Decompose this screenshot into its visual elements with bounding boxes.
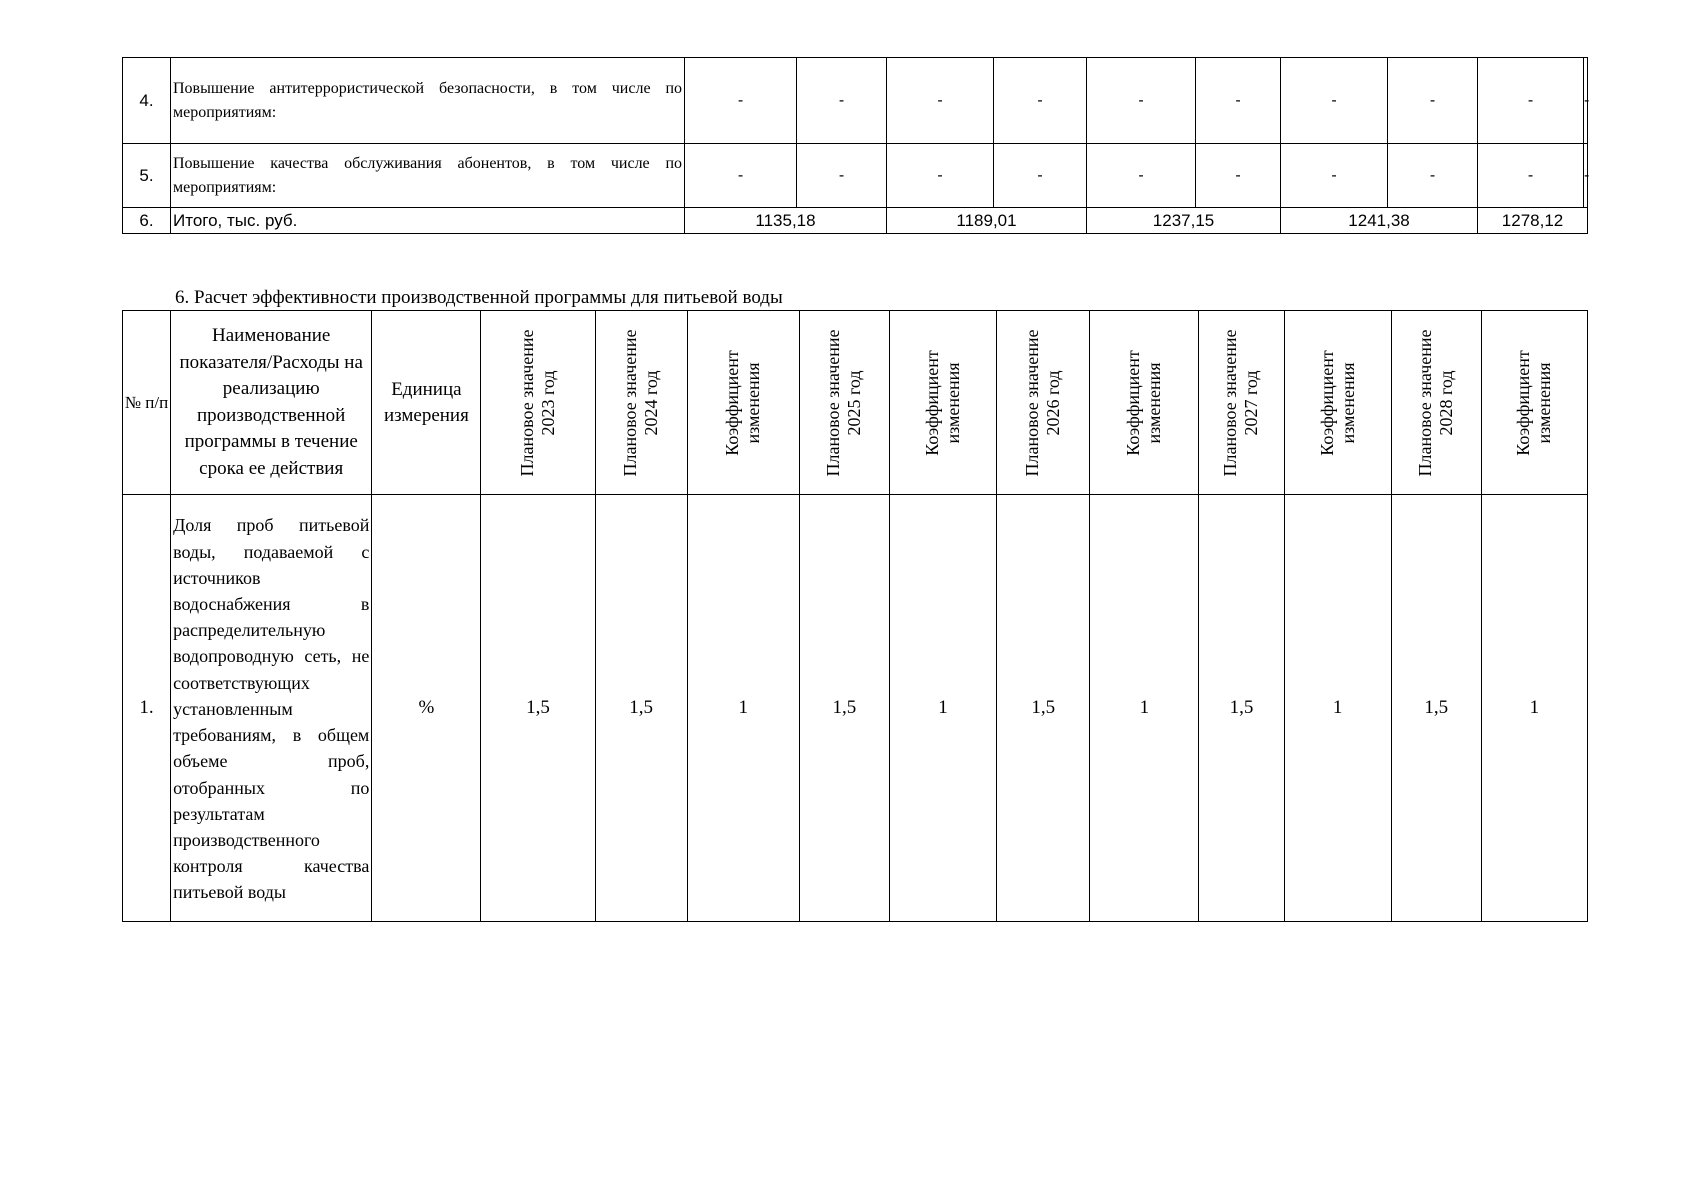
header-label: Плановое значение 2025 год — [823, 329, 865, 476]
table-cell: - — [1087, 58, 1196, 144]
table-row — [123, 495, 1588, 922]
value-cell: 1,5 — [997, 495, 1090, 922]
header-coefficient — [687, 311, 799, 495]
value-cell: 1,5 — [1391, 495, 1481, 922]
header-label: Коэффициент изменения — [1316, 349, 1358, 456]
table-cell: - — [1281, 144, 1388, 208]
table-cell: - — [1087, 144, 1196, 208]
value-cell: 1 — [1090, 495, 1199, 922]
total-value: 1237,15 — [1087, 208, 1281, 234]
total-label: Итого, тыс. руб. — [171, 208, 685, 234]
header-plan-2028 — [1391, 311, 1481, 495]
header-plan-2024 — [595, 311, 687, 495]
total-value: 1241,38 — [1281, 208, 1478, 234]
table-cell: - — [994, 58, 1087, 144]
header-plan-2025 — [799, 311, 889, 495]
header-number: № п/п — [123, 311, 171, 495]
header-coefficient — [1481, 311, 1587, 495]
header-coefficient — [1284, 311, 1391, 495]
header-indicator-name: Наименование показателя/Расходы на реализацию производственной программы в течение срока ее действия — [171, 311, 372, 495]
value-cell: 1 — [1481, 495, 1587, 922]
header-plan-2023 — [481, 311, 595, 495]
row-number: 5. — [123, 144, 171, 208]
table-cell: - — [994, 144, 1087, 208]
table-cell: - — [685, 58, 797, 144]
table-cell: - — [1196, 144, 1281, 208]
value-cell: 1 — [1284, 495, 1391, 922]
total-value: 1278,12 — [1478, 208, 1588, 234]
row-number: 1. — [123, 495, 171, 922]
header-label: Плановое значение 2028 год — [1415, 329, 1457, 476]
indicator-name: Доля проб питьевой воды, подаваемой с источников водоснабжения в распределительную водопроводную сеть, не соответствующих установленным требованиям, в общем объеме проб, отобранных по результатам производственного контроля качества питьевой воды — [171, 495, 372, 922]
value-cell: 1,5 — [595, 495, 687, 922]
header-coefficient — [1090, 311, 1199, 495]
header-label: Плановое значение 2027 год — [1220, 329, 1262, 476]
value-cell: 1 — [889, 495, 996, 922]
header-row — [123, 311, 1588, 495]
header-plan-2026 — [997, 311, 1090, 495]
table-cell: - — [1196, 58, 1281, 144]
value-cell: 1,5 — [799, 495, 889, 922]
header-unit: Единица измерения — [372, 311, 481, 495]
table-cell: - — [797, 144, 887, 208]
table-cell: - — [797, 58, 887, 144]
header-label: Коэффициент изменения — [1513, 349, 1555, 456]
table-cell: - — [887, 144, 994, 208]
table-cell: - — [1388, 58, 1478, 144]
table-cell: - — [1478, 58, 1584, 144]
section-title: 6. Расчет эффективности производственной программы для питьевой воды — [175, 287, 783, 308]
value-cell: 1 — [687, 495, 799, 922]
header-label: Коэффициент изменения — [722, 349, 764, 456]
total-row — [123, 208, 1588, 234]
row-description: Повышение антитеррористической безопасности, в том числе по мероприятиям: — [171, 58, 685, 144]
table-cell: - — [1478, 144, 1584, 208]
table-row — [123, 58, 1588, 144]
table-cell: - — [685, 144, 797, 208]
total-value: 1189,01 — [887, 208, 1087, 234]
costs-table — [122, 57, 1588, 234]
header-label: Плановое значение 2024 год — [620, 329, 662, 476]
header-coefficient — [889, 311, 996, 495]
efficiency-table — [122, 310, 1588, 922]
table-cell: - — [1584, 58, 1588, 144]
table-cell: - — [887, 58, 994, 144]
header-label: Коэффициент изменения — [1123, 349, 1165, 456]
header-label: Коэффициент изменения — [922, 349, 964, 456]
table-cell: - — [1281, 58, 1388, 144]
header-label: Плановое значение 2023 год — [517, 329, 559, 476]
row-number: 4. — [123, 58, 171, 144]
unit-cell: % — [372, 495, 481, 922]
value-cell: 1,5 — [481, 495, 595, 922]
table-cell: - — [1388, 144, 1478, 208]
row-number: 6. — [123, 208, 171, 234]
header-plan-2027 — [1199, 311, 1284, 495]
header-label: Плановое значение 2026 год — [1022, 329, 1064, 476]
row-description: Повышение качества обслуживания абонентов, в том числе по мероприятиям: — [171, 144, 685, 208]
value-cell: 1,5 — [1199, 495, 1284, 922]
table-cell: - — [1584, 144, 1588, 208]
table-row — [123, 144, 1588, 208]
total-value: 1135,18 — [685, 208, 887, 234]
